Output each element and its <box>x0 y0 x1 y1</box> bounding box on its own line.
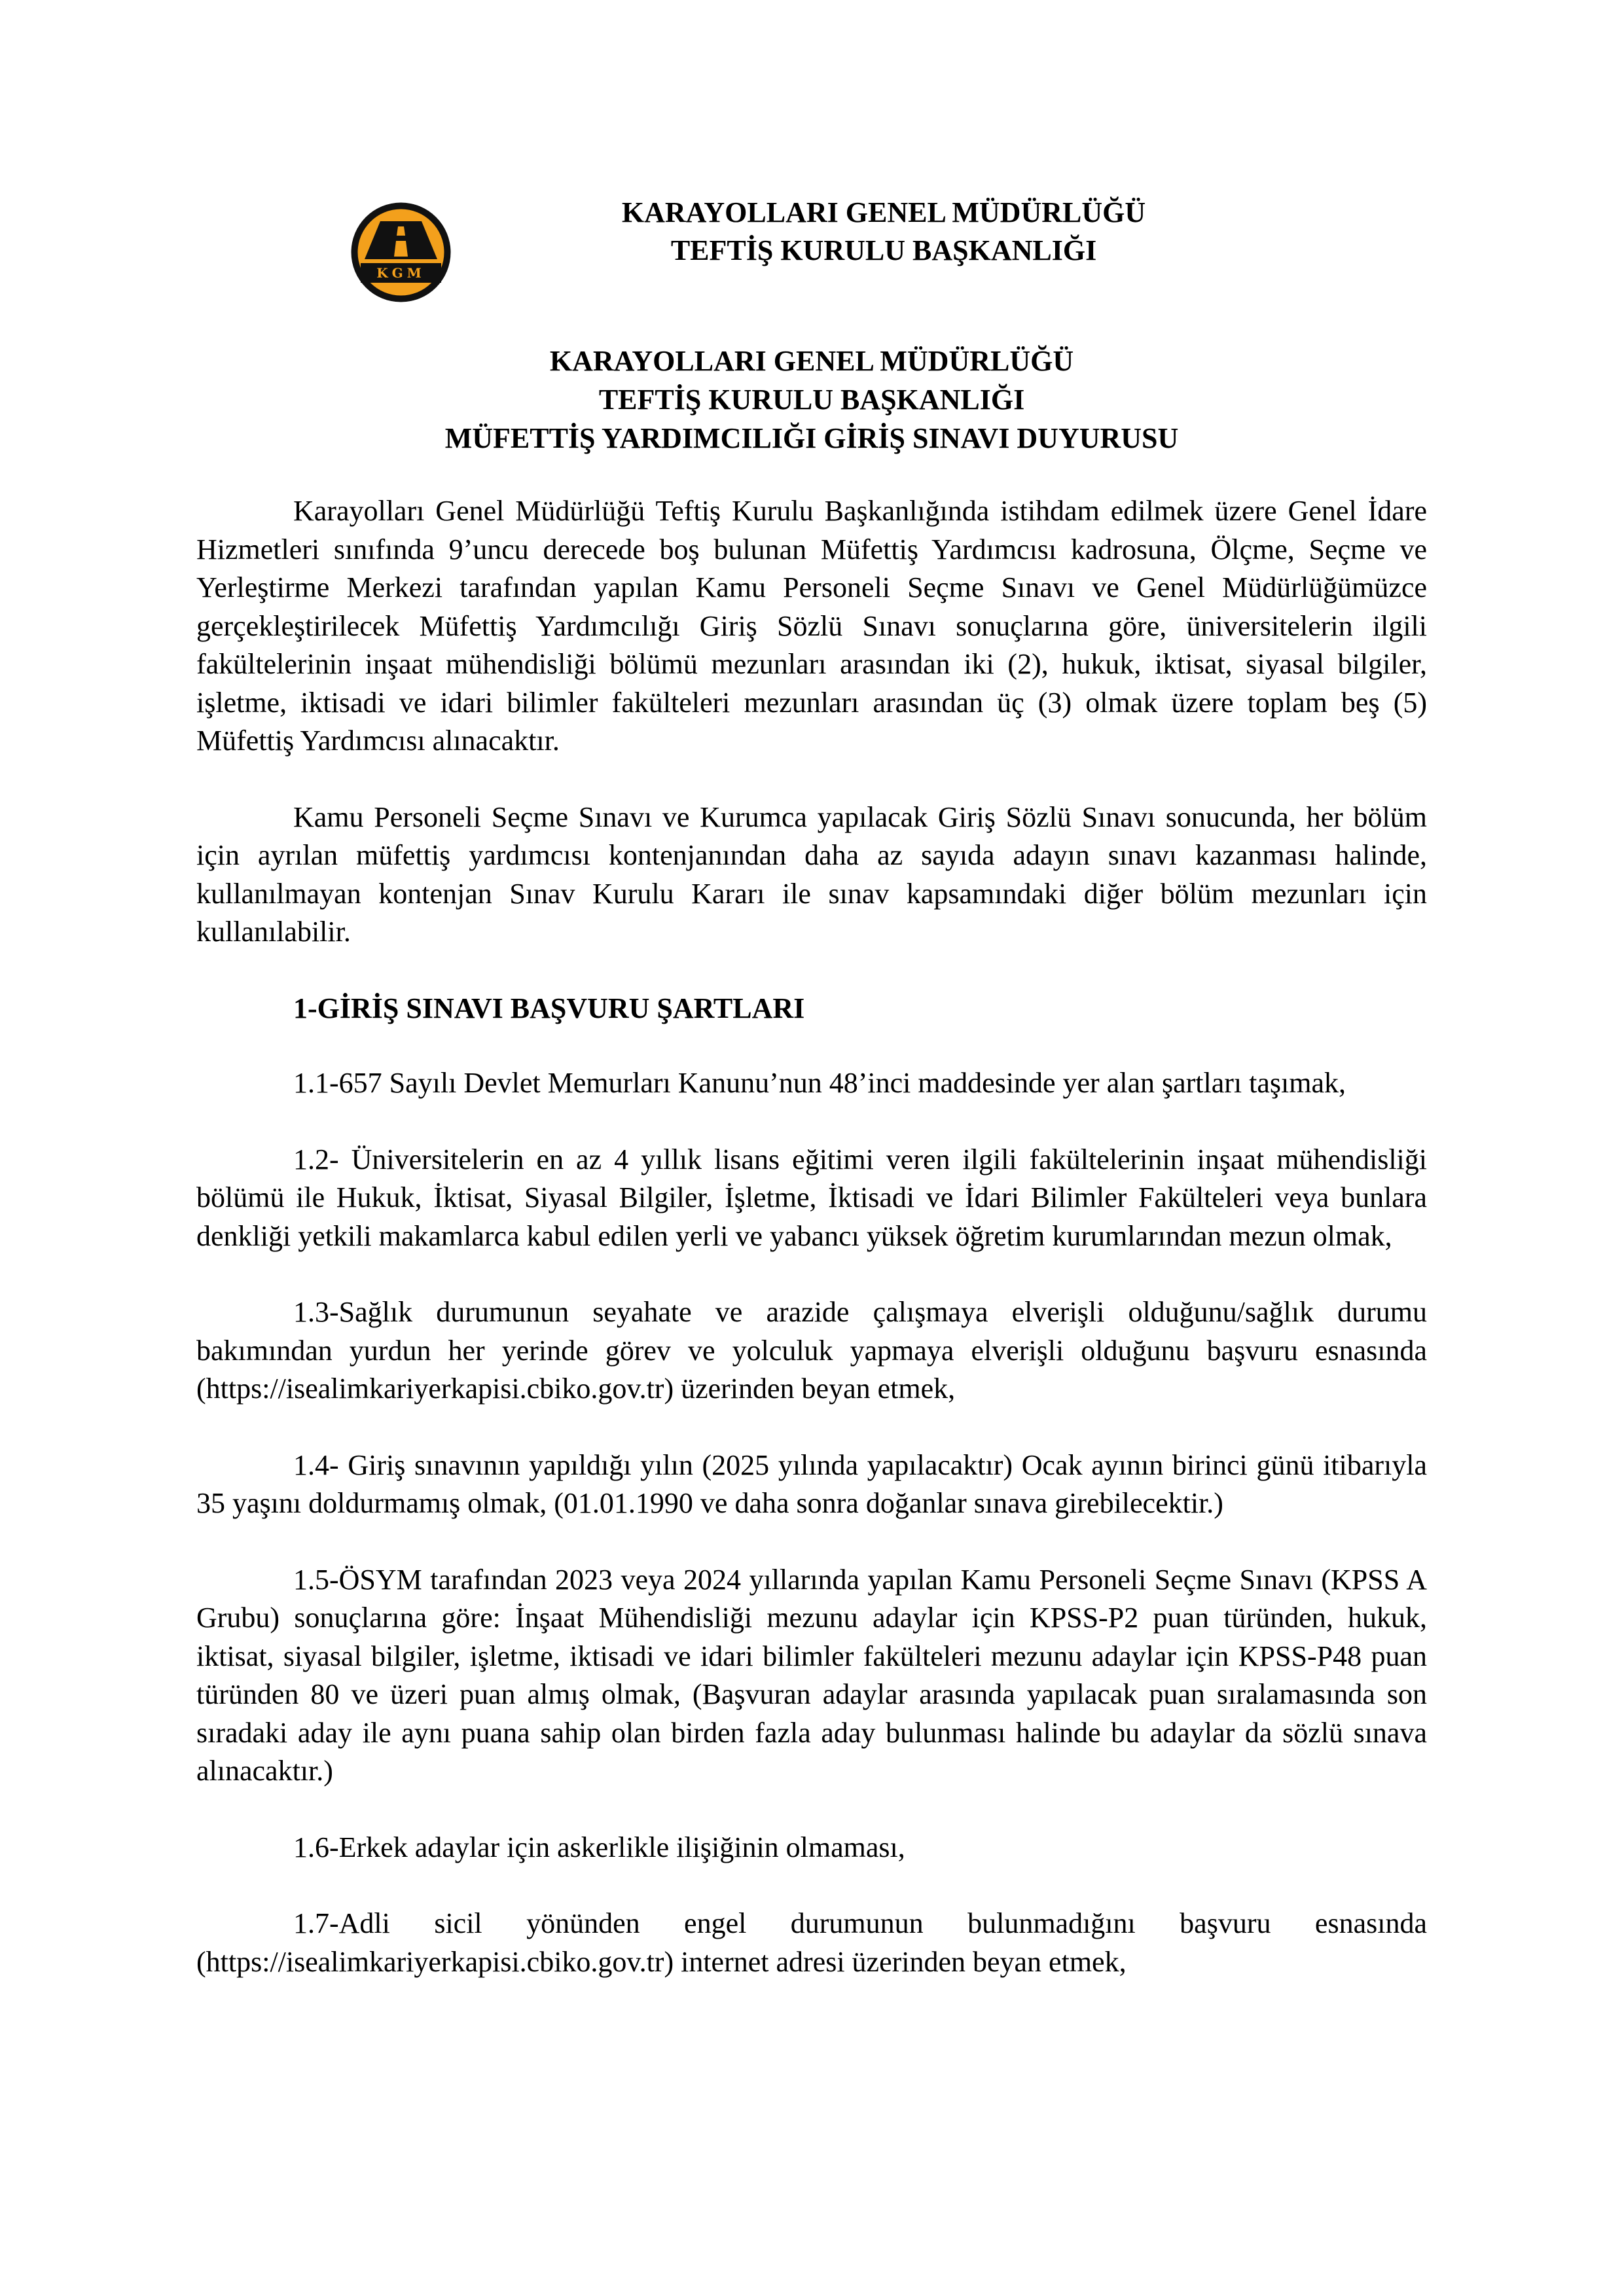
logo-text: KGM <box>376 265 425 281</box>
requirement-item: 1.7-Adli sicil yönünden engel durumunun bulunmadığını başvuru esnasında (https://isealimkariyerkapisi.cbiko.gov.tr) internet adresi üzerinden beyan etmek, <box>196 1907 1427 1978</box>
title-line2: TEFTİŞ KURULU BAŞKANLIĞI <box>598 384 1025 416</box>
intro-paragraph-2: Kamu Personeli Seçme Sınavı ve Kurumca yapılacak Giriş Sözlü Sınavı sonucunda, her bölüm için ayrılan müfettiş yardımcısı kontenjanından daha az sayıda adayın sınavı kazanması halinde, kullanılmayan kontenjan Sınav Kurulu Kararı ile sınav kapsamındaki diğer bölüm mezunları için kullanılabilir. <box>196 800 1427 948</box>
requirement-item: 1.3-Sağlık durumunun seyahate ve arazide çalışmaya elverişli olduğunu/sağlık durumu bakımından yurdun her yerinde görev ve yolculuk yapmaya elverişli olduğunu başvuru esnasında (https://isealimkariyerkapisi.cbiko.gov.tr) üzerinden beyan etmek, <box>196 1296 1427 1405</box>
title-line1: KARAYOLLARI GENEL MÜDÜRLÜĞÜ <box>549 345 1074 377</box>
document-body <box>196 492 1427 2019</box>
requirement-item: 1.2- Üniversitelerin en az 4 yıllık lisans eğitimi veren ilgili fakültelerinin inşaat mühendisliği bölümü ile Hukuk, İktisat, Siyasal Bilgiler, İşletme, İktisadi ve İdari Bilimler Fakülteleri veya bunlara denkliği yetkili makamlarca kabul edilen yerli ve yabancı yüksek öğretim kurumlarından mezun olmak, <box>196 1143 1427 1252</box>
document-title <box>196 342 1427 457</box>
header-org-line2: TEFTİŞ KURULU BAŞKANLIĞI <box>670 234 1097 266</box>
header-org-line1: KARAYOLLARI GENEL MÜDÜRLÜĞÜ <box>621 196 1146 228</box>
requirement-item: 1.6-Erkek adaylar için askerlikle ilişiğinin olmaması, <box>293 1831 905 1863</box>
requirement-item: 1.1-657 Sayılı Devlet Memurları Kanunu’nun 48’inci maddesinde yer alan şartları taşımak, <box>293 1067 1346 1099</box>
requirement-item: 1.4- Giriş sınavının yapıldığı yılın (2025 yılında yapılacaktır) Ocak ayının birinci günü itibarıyla 35 yaşını doldurmamış olmak, (01.01.1990 ve daha sonra doğanlar sınava girebilecektir.) <box>196 1448 1427 1519</box>
intro-paragraph-1: Karayolları Genel Müdürlüğü Teftiş Kurulu Başkanlığında istihdam edilmek üzere Genel İdare Hizmetleri sınıfında 9’uncu derecede boş bulunan Müfettiş Yardımcısı kadrosuna, Ölçme, Seçme ve Yerleştirme Merkezi tarafından yapılan Kamu Personeli Seçme Sınavı ve Genel Müdürlüğümüzce gerçekleştirilecek Müfettiş Yardımcılığı Giriş Sözlü Sınavı sonuçlarına göre, üniversitelerin ilgili fakültelerinin inşaat mühendisliği bölümü mezunları arasından iki (2), hukuk, iktisat, siyasal bilgiler, işletme, iktisadi ve idari bilimler fakülteleri mezunları arasından üç (3) olmak üzere toplam beş (5) Müfettiş Yardımcısı alınacaktır. <box>196 495 1427 757</box>
kgm-logo <box>350 202 452 303</box>
requirement-item: 1.5-ÖSYM tarafından 2023 veya 2024 yıllarında yapılan Kamu Personeli Seçme Sınavı (KPSS A Grubu) sonuçlarına göre: İnşaat Mühendisliği mezunu adaylar için KPSS-P2 puan türünden, hukuk, iktisat, siyasal bilgiler, işletme, iktisadi ve idari bilimler fakülteleri mezunu adaylar için KPSS-P48 puan türünden 80 ve üzeri puan almış olmak, (Başvuran adaylar arasında yapılacak puan sıralamasında son sıradaki aday ile aynı puana sahip olan birden fazla aday bulunması halinde bu adaylar da sözlü sınava alınacaktır.) <box>196 1563 1427 1787</box>
title-line3: MÜFETTİŞ YARDIMCILIĞI GİRİŞ SINAVI DUYURUSU <box>444 422 1179 454</box>
section-heading: 1-GİRİŞ SINAVI BAŞVURU ŞARTLARI <box>293 992 805 1024</box>
